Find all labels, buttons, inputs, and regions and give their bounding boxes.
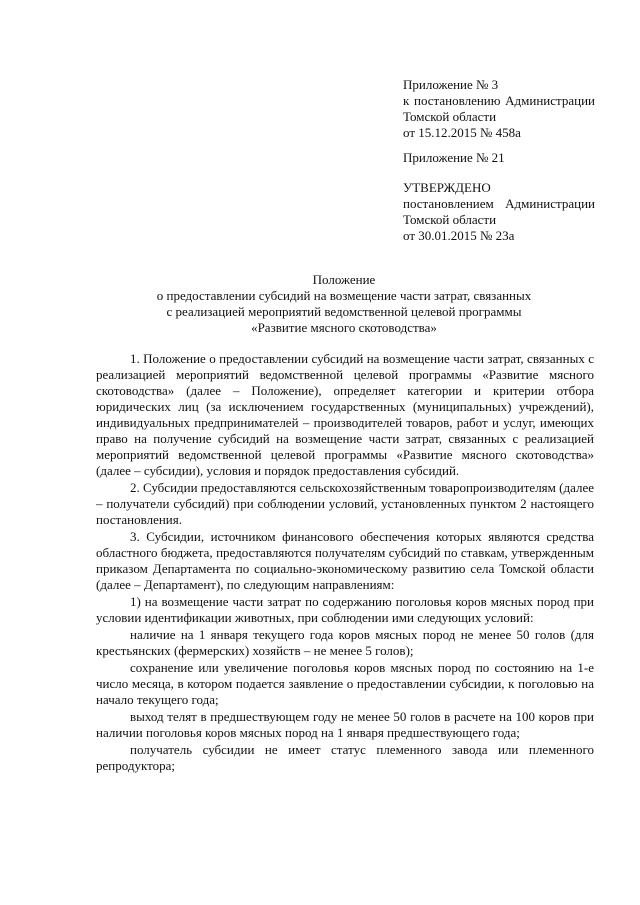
title-line-4: «Развитие мясного скотоводства» bbox=[251, 320, 437, 335]
approved-region: Томской области bbox=[403, 212, 497, 227]
annex-3-date-number: от 15.12.2015 № 458а bbox=[403, 125, 521, 140]
approved-by-resolution: постановлением Администрации bbox=[403, 196, 595, 211]
approval-stamp-block bbox=[403, 180, 595, 244]
condition-calf-yield: выход телят в предшествующем году не менее 50 голов в расчете на 100 коров при наличии поголовья коров мясных пород на 1 января предшествующего года; bbox=[96, 709, 594, 740]
paragraph-2: 2. Субсидии предоставляются сельскохозяйственным товаропроизводителям (далее – получатели субсидий) при соблюдении условий, установленных пунктом 2 настоящего постановления. bbox=[96, 480, 594, 527]
document-title bbox=[96, 272, 592, 336]
approved-heading: УТВЕРЖДЕНО bbox=[403, 180, 491, 195]
approved-date-number: от 30.01.2015 № 23а bbox=[403, 228, 515, 243]
title-line-2: о предоставлении субсидий на возмещение части затрат, связанных bbox=[156, 288, 532, 303]
annex-3-region: Томской области bbox=[403, 109, 497, 124]
title-line-3: с реализацией мероприятий ведомственной целевой программы bbox=[166, 304, 522, 319]
annex-3-number: Приложение № 3 bbox=[403, 77, 499, 92]
annex-21-header bbox=[403, 150, 595, 166]
annex-3-header bbox=[403, 77, 595, 141]
condition-herd-preservation: сохранение или увеличение поголовья коров мясных пород по состоянию на 1-е число месяца, в котором подается заявление о предоставлении субсидии, к поголовью на начало текущего года; bbox=[96, 660, 594, 707]
annex-3-to-resolution: к постановлению Администрации bbox=[403, 93, 595, 108]
condition-breeding-status: получатель субсидии не имеет статус племенного завода или племенного репродуктора; bbox=[96, 742, 594, 773]
document-body bbox=[96, 351, 594, 775]
condition-herd-size: наличие на 1 января текущего года коров мясных пород не менее 50 голов (для крестьянских (фермерских) хозяйств – не менее 5 голов); bbox=[96, 627, 594, 658]
paragraph-1: 1. Положение о предоставлении субсидий на возмещение части затрат, связанных с реализацией мероприятий ведомственной целевой программы «Развитие мясного скотоводства» (далее – Положение), определяет категории и критерии отбора юридических лиц (за исключением государственных (муниципальных) учреждений), индивидуальных предпринимателей – производителей товаров, работ и услуг, имеющих право на получение субсидий на возмещение части затрат, связанных с реализацией мероприятий ведомственной целевой программы «Развитие мясного скотоводства» (далее – субсидии), условия и порядок предоставления субсидий. bbox=[96, 351, 594, 478]
paragraph-3-item-1: 1) на возмещение части затрат по содержанию поголовья коров мясных пород при условии идентификации животных, при соблюдении ими следующих условий: bbox=[96, 594, 594, 625]
paragraph-3: 3. Субсидии, источником финансового обеспечения которых являются средства областного бюджета, предоставляются получателям субсидий по ставкам, утвержденным приказом Департамента по социально-экономическому развитию села Томской области (далее – Департамент), по следующим направлениям: bbox=[96, 529, 594, 592]
title-line-1: Положение bbox=[312, 272, 376, 287]
annex-21-number: Приложение № 21 bbox=[403, 150, 505, 165]
